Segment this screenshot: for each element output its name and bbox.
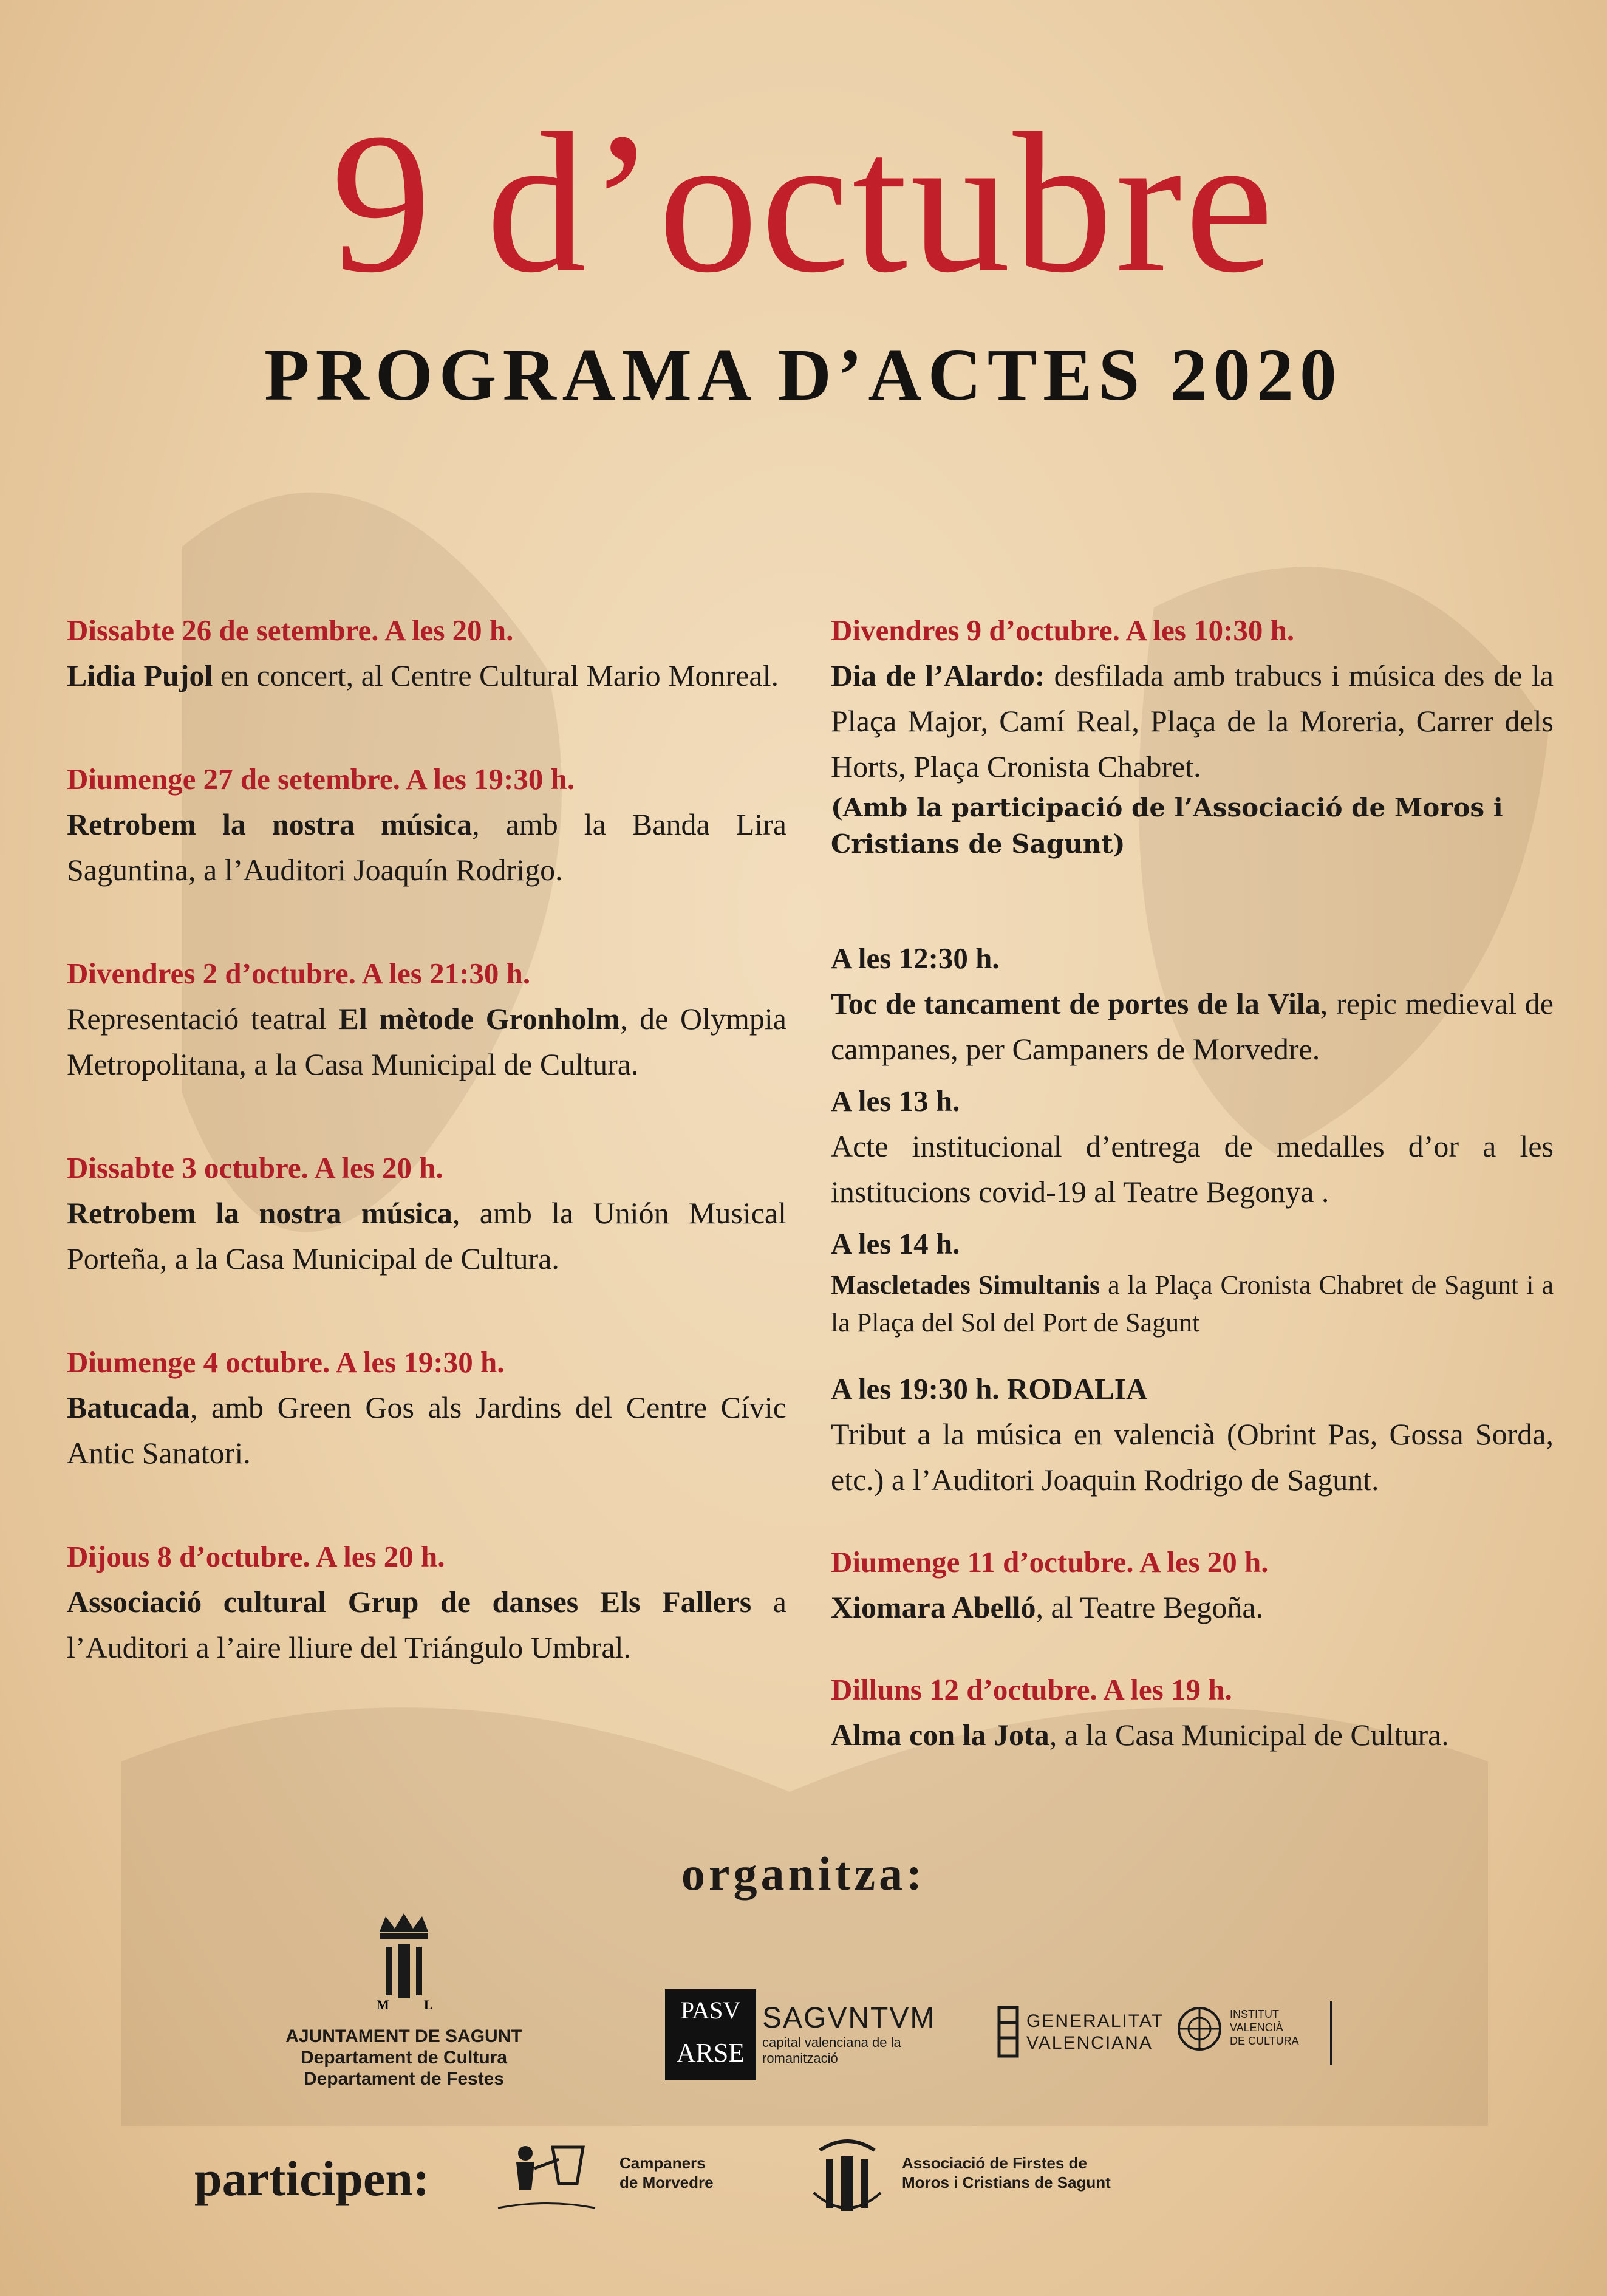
event-item	[67, 607, 786, 699]
event-item	[67, 1339, 786, 1476]
event-date: Dilluns 12 d’octubre. A les 19 h.	[831, 1673, 1232, 1706]
event-date: Dissabte 3 octubre. A les 20 h.	[67, 1151, 443, 1184]
generalitat-logo-text: GENERALITAT VALENCIANA	[1026, 2011, 1164, 2053]
event-item	[831, 1539, 1554, 1630]
event-item	[831, 1221, 1554, 1342]
event-item	[67, 951, 786, 1087]
event-item	[67, 756, 786, 893]
left-column	[67, 607, 786, 1670]
event-date: Divendres 9 d’octubre. A les 10:30 h.	[831, 613, 1295, 647]
event-description: Mascletades Simultanis a la Plaça Cronista Chabret de Sagunt i a la Plaça del Sol del Port de Sagunt	[831, 1270, 1554, 1338]
ivc-logo-text: INSTITUT VALENCIÀ DE CULTURA	[1230, 2008, 1299, 2047]
moros-cristians-logo-text: Associació de Firstes de Moros i Cristians de Sagunt	[902, 2154, 1111, 2192]
event-date: Diumenge 11 d’octubre. A les 20 h.	[831, 1545, 1269, 1579]
ivc-emblem-icon	[1175, 2004, 1224, 2053]
logo-divider	[1330, 2001, 1332, 2065]
event-time: A les 14 h.	[831, 1227, 960, 1260]
event-description: Acte institucional d’entrega de medalles d’or a les institucions covid-19 al Teatre Begonya .	[831, 1129, 1554, 1209]
event-description: Tribut a la música en valencià (Obrint Pas, Gossa Sorda, etc.) a l’Auditori Joaquin Rodrigo de Sagunt.	[831, 1417, 1554, 1497]
event-description: Representació teatral El mètode Gronholm, de Olympia Metropolitana, a la Casa Municipal de Cultura.	[67, 1002, 787, 1081]
event-description: Retrobem la nostra música, amb la Unión Musical Porteña, a la Casa Municipal de Cultura.	[67, 1196, 786, 1276]
event-date: Diumenge 27 de setembre. A les 19:30 h.	[67, 762, 575, 796]
page-subtitle: PROGRAMA D’ACTES 2020	[264, 334, 1343, 416]
event-item	[831, 1667, 1554, 1758]
page-title: 9 d’octubre	[331, 92, 1276, 314]
svg-text:M: M	[377, 1997, 389, 2011]
event-time: A les 19:30 h. RODALIA	[831, 1372, 1148, 1406]
event-item	[831, 1078, 1554, 1215]
campaners-bell-ringers-icon	[492, 2141, 601, 2214]
event-description: Toc de tancament de portes de la Vila, repic medieval de campanes, per Campaners de Morvedre.	[831, 986, 1554, 1066]
event-description: Retrobem la nostra música, amb la Banda Lira Saguntina, a l’Auditori Joaquín Rodrigo.	[67, 807, 786, 887]
event-note: (Amb la participació de l’Associació de Moros i Cristians de Sagunt)	[831, 793, 1503, 859]
sagunt-coat-of-arms-icon	[370, 1913, 437, 2011]
right-column	[831, 607, 1554, 1758]
event-description: Alma con la Jota, a la Casa Municipal de Cultura.	[831, 1718, 1449, 1752]
moros-cristians-emblem-icon	[808, 2132, 887, 2223]
event-time: A les 12:30 h.	[831, 941, 1000, 975]
participen-heading: participen:	[194, 2151, 430, 2206]
campaners-logo-text: Campaners de Morvedre	[619, 2154, 714, 2192]
event-item	[67, 1534, 786, 1670]
organitza-heading: organitza:	[681, 1847, 926, 1900]
event-description: Dia de l’Alardo: desfilada amb trabucs i música des de la Plaça Major, Camí Real, Plaça de la Moreria, Carrer dels Horts, Plaça Cronista Chabret.	[831, 658, 1554, 784]
event-date: Dijous 8 d’octubre. A les 20 h.	[67, 1540, 445, 1573]
event-item	[831, 607, 1554, 863]
event-item	[831, 1366, 1554, 1503]
event-item	[831, 935, 1554, 1072]
svg-text:L: L	[424, 1997, 433, 2011]
generalitat-emblem-icon	[993, 2001, 1023, 2062]
event-description: Batucada, amb Green Gos als Jardins del Centre Cívic Antic Sanatori.	[67, 1390, 786, 1470]
event-description: Xiomara Abelló, al Teatre Begoña.	[831, 1590, 1264, 1624]
sagunt-arse-logo: PASV ARSE	[665, 1989, 756, 2080]
event-date: Dissabte 26 de setembre. A les 20 h.	[67, 613, 514, 647]
ajuntament-logo-text: AJUNTAMENT DE SAGUNT Departament de Cultura Departament de Festes	[285, 2026, 522, 2089]
event-description: Lidia Pujol en concert, al Centre Cultural Mario Monreal.	[67, 658, 779, 692]
event-description: Associació cultural Grup de danses Els Fallers a l’Auditori a l’aire lliure del Triángulo Umbral.	[67, 1585, 786, 1664]
event-time: A les 13 h.	[831, 1084, 960, 1118]
sagunt-logo-text: SAGVNTVM capital valenciana de la romanització	[762, 2002, 936, 2066]
event-date: Diumenge 4 octubre. A les 19:30 h.	[67, 1345, 505, 1379]
event-date: Divendres 2 d’octubre. A les 21:30 h.	[67, 957, 531, 990]
event-item	[67, 1145, 786, 1282]
